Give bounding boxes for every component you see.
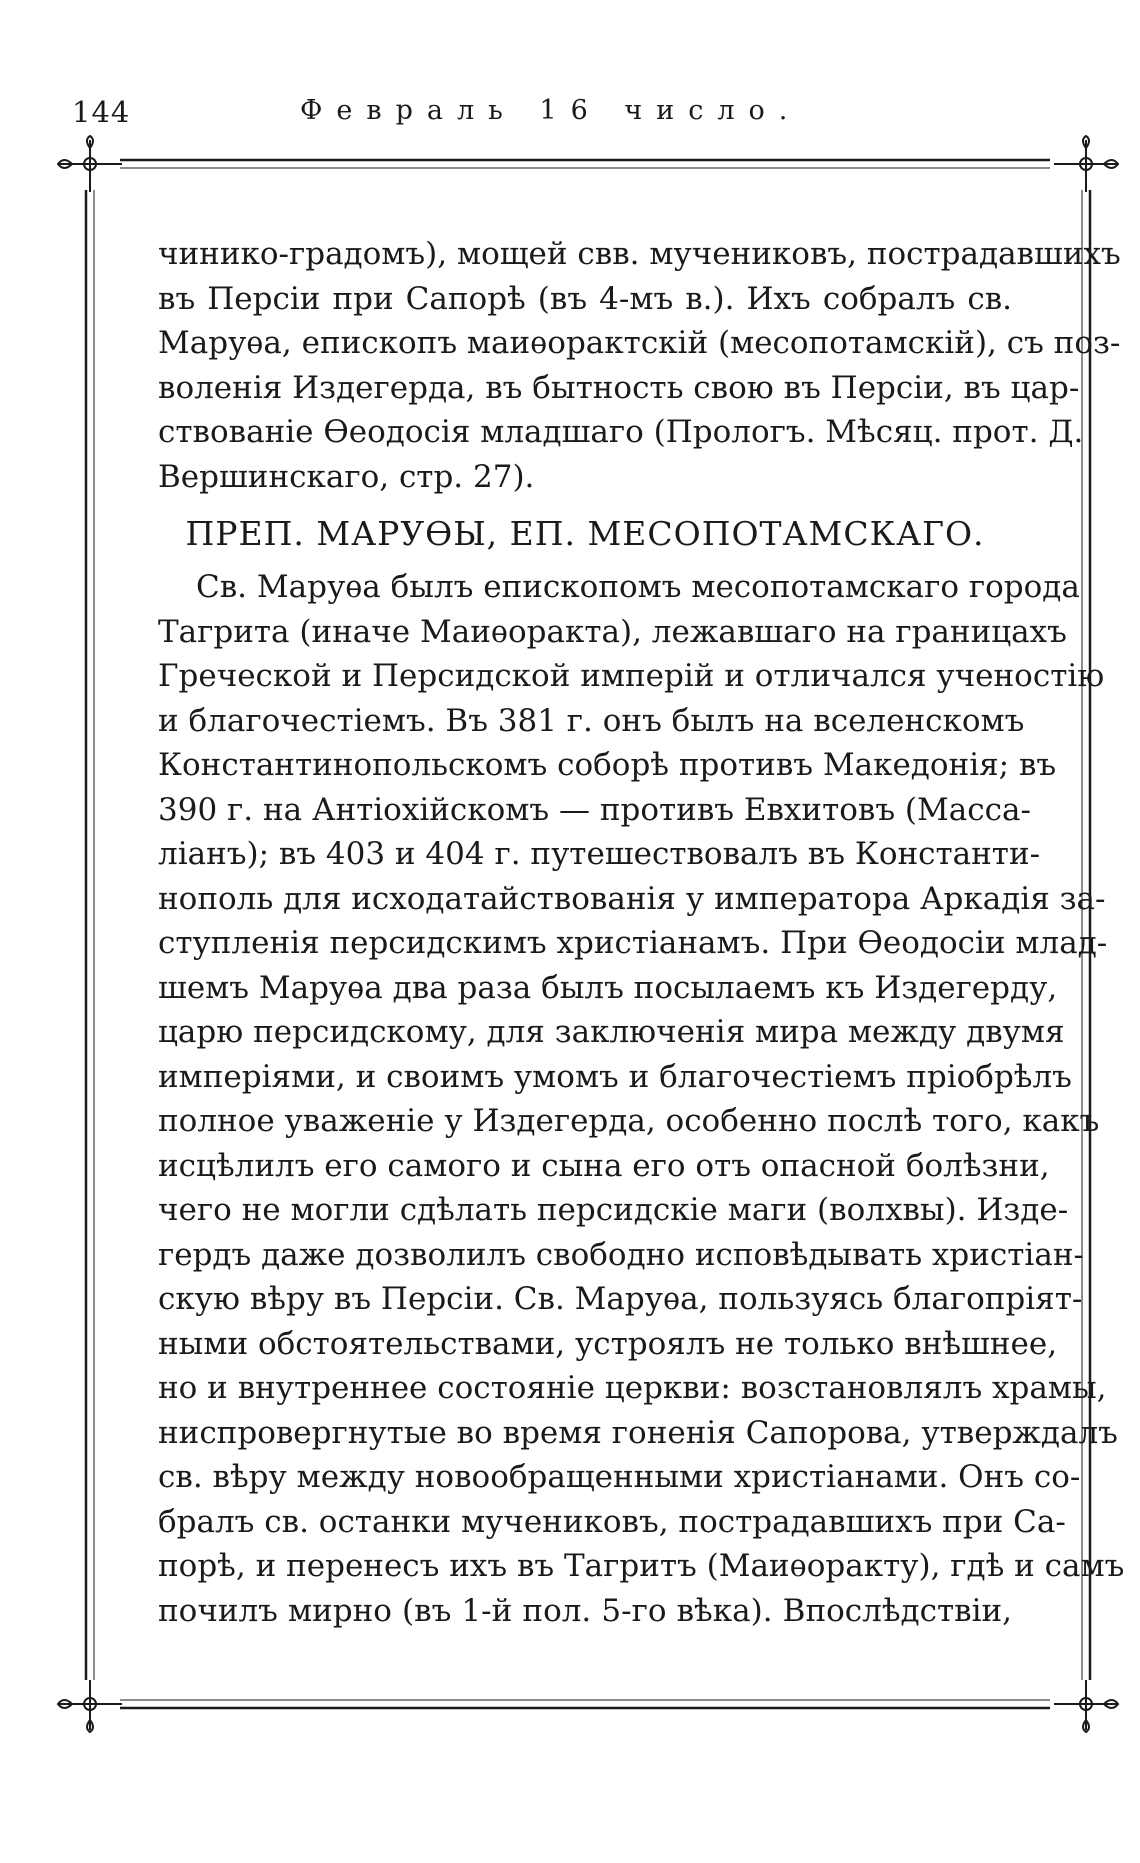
text-line: царю персидскому, для заключенія мира между двумя <box>158 1014 1065 1050</box>
page-number: 144 <box>72 95 131 129</box>
text-line: св. вѣру между новообращенными христіанами. Онъ со- <box>158 1459 1081 1495</box>
text-line: ными обстоятельствами, устроялъ не только внѣшнее, <box>158 1325 1058 1362</box>
text-line: воленія Издегерда, въ бытность свою въ Персіи, въ цар- <box>158 369 1080 406</box>
text-line: порѣ, и перенесъ ихъ въ Тагритъ (Маиѳоракту), гдѣ и самъ <box>158 1548 1125 1584</box>
text-line: чинико-градомъ), мощей свв. мучениковъ, пострадавшихъ <box>158 236 1121 272</box>
text-line: ниспровергнутые во время гоненія Сапорова, утверждалъ <box>158 1414 1118 1451</box>
text-line: Константинопольскомъ соборѣ противъ Македонія; въ <box>158 747 1057 783</box>
text-line: въ Персіи при Сапорѣ (въ 4-мъ в.). Ихъ собралъ св. <box>158 280 1012 317</box>
text-line: шемъ Маруѳа два раза былъ посылаемъ къ Издегерду, <box>158 969 1058 1006</box>
running-title: Февраль 16 число. <box>300 95 802 126</box>
text-line: 390 г. на Антіохійскомъ — противъ Евхитовъ (Масса- <box>158 791 1031 828</box>
text-line: ліанъ); въ 403 и 404 г. путешествовалъ въ Константи- <box>158 836 1041 872</box>
corner-ornament-bottom-right <box>1054 1680 1118 1732</box>
text-line: нополь для исходатайствованія у императора Аркадія за- <box>158 880 1106 917</box>
text-line: исцѣлилъ его самого и сына его отъ опасной болѣзни, <box>158 1147 1050 1184</box>
text-line: чего не могли сдѣлать персидскіе маги (волхвы). Изде- <box>158 1192 1069 1228</box>
text-line: имперіями, и своимъ умомъ и благочестіемъ пріобрѣлъ <box>158 1058 1072 1095</box>
text-line: Св. Маруѳа былъ епископомъ месопотамскаго города <box>196 569 1080 605</box>
section-heading: ПРЕП. МАРУѲЫ, ЕП. МЕСОПОТАМСКАГО. <box>185 514 985 553</box>
text-line: Греческой и Персидской имперій и отличался ученостію <box>158 658 1105 694</box>
text-line: почилъ мирно (въ 1-й пол. 5-го вѣка). Впослѣдствіи, <box>158 1592 1012 1629</box>
continued-paragraph <box>158 232 1121 499</box>
text-line: гердъ даже дозволилъ свободно исповѣдывать христіан- <box>158 1236 1084 1273</box>
corner-ornament-bottom-left <box>58 1680 122 1732</box>
text-line: бралъ св. останки мучениковъ, пострадавшихъ при Са- <box>158 1503 1066 1540</box>
text-line: полное уваженіе у Издегерда, особенно послѣ того, какъ <box>158 1103 1100 1139</box>
text-line: ступленія персидскимъ христіанамъ. При Ѳеодосіи млад- <box>158 925 1108 961</box>
text-line: Тагрита (иначе Маиѳоракта), лежавшаго на границахъ <box>158 613 1067 650</box>
main-paragraph <box>158 565 1125 1633</box>
corner-ornament-top-left <box>58 136 122 192</box>
text-line: ствованіе Ѳеодосія младшаго (Прологъ. Мѣсяц. прот. Д. <box>158 414 1084 450</box>
text-line: Вершинскаго, стр. 27). <box>158 458 535 495</box>
text-line: скую вѣру въ Персіи. Св. Маруѳа, пользуясь благопріят- <box>158 1281 1083 1317</box>
corner-ornament-top-right <box>1054 136 1118 192</box>
text-line: но и внутреннее состояніе церкви: возстановлялъ храмы, <box>158 1370 1107 1406</box>
text-line: и благочестіемъ. Въ 381 г. онъ былъ на вселенскомъ <box>158 702 1025 739</box>
text-block <box>158 232 1125 1633</box>
text-line: Маруѳа, епископъ маиѳорактскій (месопотамскій), съ поз- <box>158 325 1121 361</box>
